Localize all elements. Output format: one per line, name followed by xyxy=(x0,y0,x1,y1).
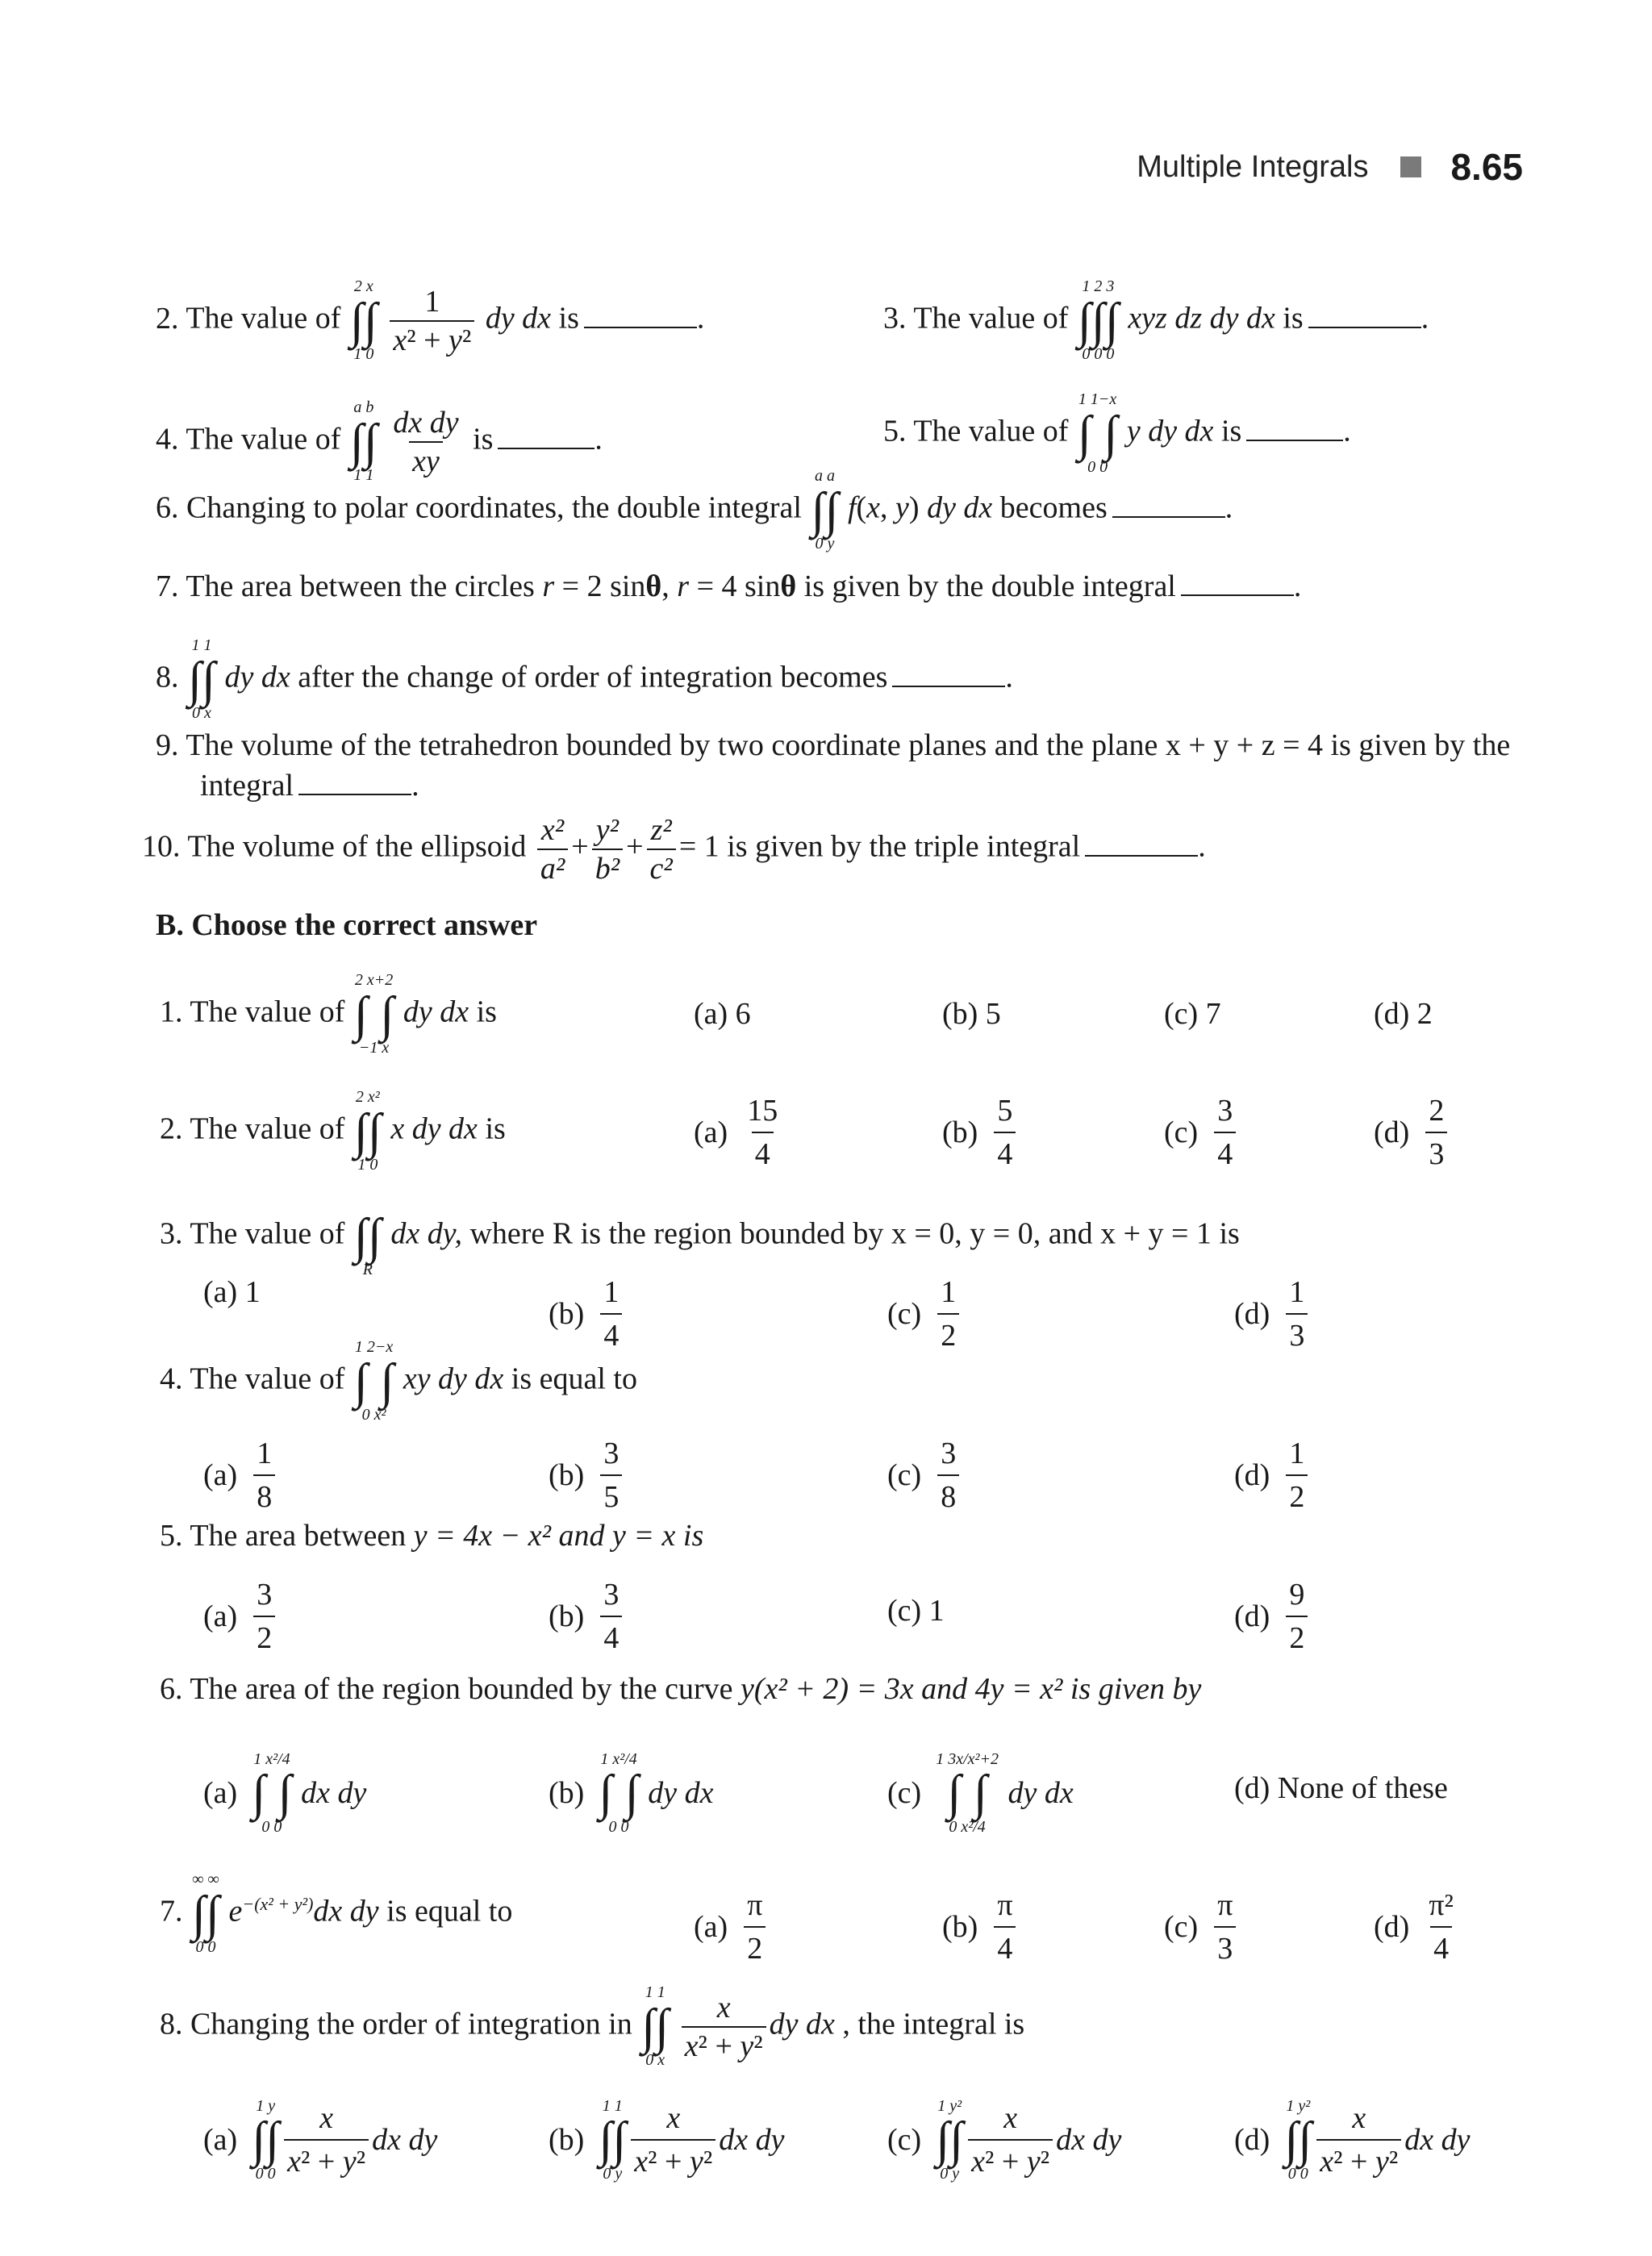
mcq-1-option-b[interactable]: (b) 5 xyxy=(942,997,1001,1031)
question-fill-9-cont: integral . xyxy=(200,769,419,803)
mcq-7-option-d[interactable]: (d) $\frac{\text{π²}}{4}$ xyxy=(1374,1888,1454,1966)
section-b-title: B. Choose the correct answer xyxy=(156,908,538,942)
question-fill-5: 5. The value of 1 1−x ∫ ∫ 0 0 y dy dx is . xyxy=(883,390,1351,476)
mcq-6-question: 6. The area of the region bounded by the curve y(x² + 2) = 3x and 4y = x² is given by xyxy=(160,1672,1202,1706)
mcq-2-option-a[interactable]: (a) $\frac{15}{4}$ xyxy=(694,1094,778,1171)
mcq-3-option-c[interactable]: (c) $\frac{1}{2}$ xyxy=(887,1274,962,1353)
mcq-2-option-d[interactable]: (d) $\frac{2}{3}$ xyxy=(1374,1093,1450,1172)
mcq-3-question: 3. The value of ∫∫ R dx dy, where R is the region bounded by x = 0, y = 0, and x + y = 1 is xyxy=(160,1209,1240,1278)
mcq-7-option-b[interactable]: (b) $\frac{\pi}{4}$ xyxy=(942,1887,1020,1966)
question-fill-8: 8. 1 1 ∫∫ 0 x dy dx after the change of order of integration becomes . xyxy=(156,636,1013,722)
question-fill-10: 10. The volume of the ellipsoid $\frac{\text{x²}}{\text{a²}}$ + $\frac{\text{y²}}{\text{b²}}$ + $\frac{\text{z²}}{\text{c²}}$ = 1 is given by the triple integral . xyxy=(142,813,1206,886)
mcq-2-option-b[interactable]: (b) $\frac{5}{4}$ xyxy=(942,1093,1019,1172)
mcq-3-option-d[interactable]: (d) $\frac{1}{3}$ xyxy=(1234,1274,1311,1353)
mcq-4-option-d[interactable]: (d) $\frac{1}{2}$ xyxy=(1234,1436,1311,1515)
mcq-7-option-c[interactable]: (c) $\frac{\pi}{3}$ xyxy=(1164,1887,1239,1966)
mcq-4-question: 4. The value of 1 2−x ∫ ∫ 0 x² xy dy dx is equal to xyxy=(160,1338,637,1424)
mcq-8-option-b[interactable]: (b) 1 1 ∫∫ 0 y $\frac{x}{\text{x² + y²}}$ dx dy xyxy=(549,2097,785,2183)
mcq-1-option-d[interactable]: (d) 2 xyxy=(1374,997,1433,1031)
mcq-6-option-a[interactable]: (a) 1 x²/4 ∫ ∫ 0 0 dx dy xyxy=(203,1750,367,1836)
mcq-8-question: 8. Changing the order of integration in 1 1 ∫∫ 0 x $\frac{x}{\text{x² + y²}}$ dy dx , the integral is xyxy=(160,1983,1025,2069)
mcq-8-option-a[interactable]: (a) 1 y ∫∫ 0 0 $\frac{x}{\text{x² + y²}}$ dx dy xyxy=(203,2097,438,2183)
page-header xyxy=(1137,145,1523,189)
question-fill-3: 3. The value of 1 2 3 ∫∫∫ 0 0 0 xyz dz dy dx is . xyxy=(883,277,1429,363)
page-number: 8.65 xyxy=(1450,146,1523,188)
mcq-2-question: 2. The value of 2 x² ∫∫ 1 0 x dy dx is xyxy=(160,1088,506,1174)
mcq-6-option-b[interactable]: (b) 1 x²/4 ∫ ∫ 0 0 dy dx xyxy=(549,1750,714,1836)
mcq-3-option-b[interactable]: (b) $\frac{1}{4}$ xyxy=(549,1274,625,1353)
mcq-1-question: 1. The value of 2 x+2 ∫ ∫ −1 x dy dx is xyxy=(160,971,497,1057)
mcq-5-option-b[interactable]: (b) $\frac{3}{4}$ xyxy=(549,1577,625,1656)
mcq-1-option-a[interactable]: (a) 6 xyxy=(694,997,751,1031)
header-square-icon xyxy=(1400,156,1421,177)
mcq-6-option-d[interactable]: (d) None of these xyxy=(1234,1771,1448,1805)
question-fill-2: 2. The value of 2 x ∫∫ 1 0 $\frac{1}{\text{x² + y²}}$ dy dx is . xyxy=(156,277,705,363)
mcq-5-option-a[interactable]: (a) $\frac{3}{2}$ xyxy=(203,1577,278,1656)
mcq-5-question: 5. The area between y = 4x − x² and y = x is xyxy=(160,1519,704,1553)
chapter-title: Multiple Integrals xyxy=(1137,149,1369,184)
mcq-1-option-c[interactable]: (c) 7 xyxy=(1164,997,1221,1031)
question-fill-9: 9. The volume of the tetrahedron bounded by two coordinate planes and the plane x + y + z = 4 is given by the xyxy=(156,728,1511,762)
question-fill-6: 6. Changing to polar coordinates, the double integral a a ∫∫ 0 y f(x, y) dy dx becomes . xyxy=(156,467,1233,553)
mcq-8-option-d[interactable]: (d) 1 y² ∫∫ 0 0 $\frac{x}{\text{x² + y²}}$ dx dy xyxy=(1234,2097,1471,2183)
mcq-4-option-b[interactable]: (b) $\frac{3}{5}$ xyxy=(549,1436,625,1515)
mcq-8-option-c[interactable]: (c) 1 y² ∫∫ 0 y $\frac{x}{\text{x² + y²}}$ dx dy xyxy=(887,2097,1122,2183)
mcq-7-question: 7. ∞ ∞ ∫∫ 0 0 $e^{-(x^2 + y^2)}dx$ dy is equal to xyxy=(160,1870,513,1956)
mcq-7-option-a[interactable]: (a) $\frac{\pi}{2}$ xyxy=(694,1887,769,1966)
mcq-6-option-c[interactable]: (c) 1 3x/x²+2 ∫ ∫ 0 x²/4 dy dx xyxy=(887,1750,1074,1836)
question-fill-4: 4. The value of a b ∫∫ 1 1 $\frac{\text{dx dy}}{xy}$ is . xyxy=(156,398,603,484)
mcq-5-option-d[interactable]: (d) $\frac{9}{2}$ xyxy=(1234,1577,1311,1656)
mcq-4-option-a[interactable]: (a) $\frac{1}{8}$ xyxy=(203,1436,278,1515)
question-fill-7: 7. The area between the circles r = 2 sinθ, r = 4 sinθ is given by the double integral . xyxy=(156,569,1302,603)
mcq-4-option-c[interactable]: (c) $\frac{3}{8}$ xyxy=(887,1436,962,1515)
mcq-3-option-a[interactable]: (a) 1 xyxy=(203,1275,261,1309)
mcq-5-option-c[interactable]: (c) 1 xyxy=(887,1594,945,1628)
mcq-2-option-c[interactable]: (c) $\frac{3}{4}$ xyxy=(1164,1093,1239,1172)
